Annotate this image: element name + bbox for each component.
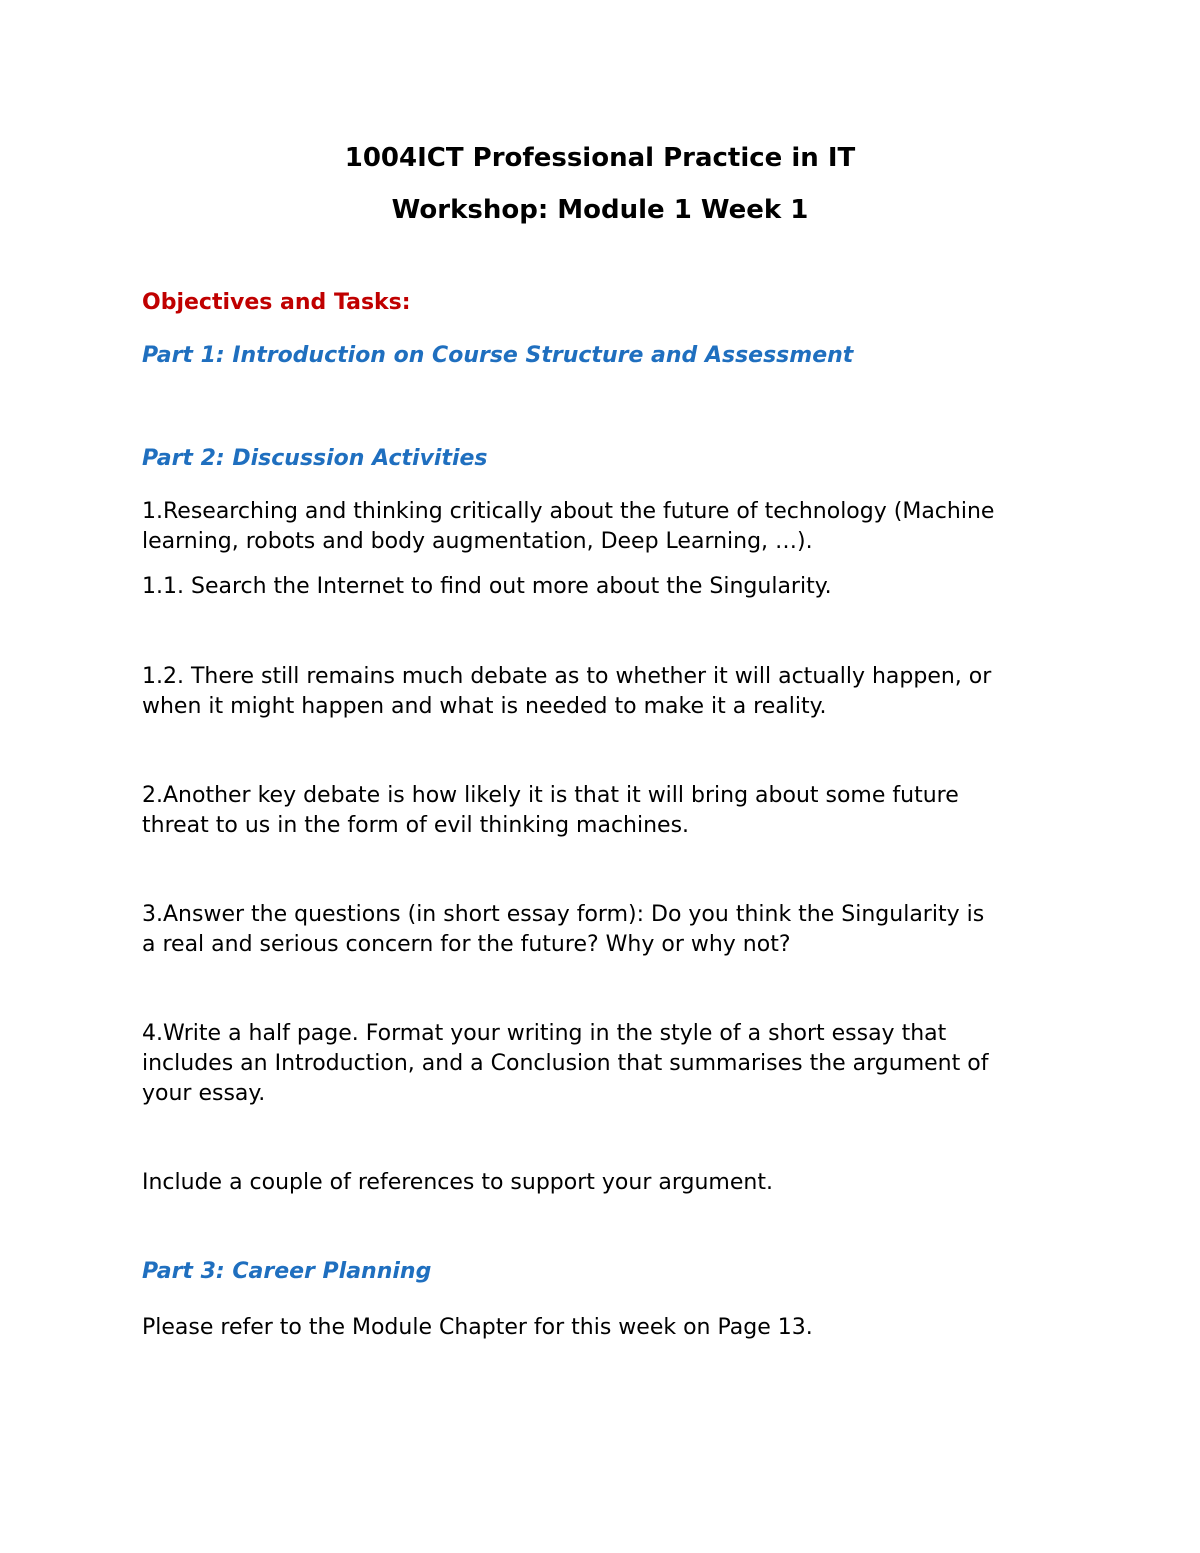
item-1-2-line-1: 1.2. There still remains much debate as to whether it will actually happen, or [142, 664, 992, 689]
item-1-2 [142, 662, 1072, 722]
item-1-line-1: 1.Researching and thinking critically about the future of technology (Machine [142, 499, 995, 524]
item-4 [142, 1019, 1072, 1109]
part2-heading: Part 2: Discussion Activities [142, 446, 488, 471]
item-1-1-line-1: 1.1. Search the Internet to find out more about the Singularity. [142, 574, 832, 599]
item-4-line-2: includes an Introduction, and a Conclusion that summarises the argument of [142, 1051, 989, 1076]
item-3-line-1: 3.Answer the questions (in short essay form): Do you think the Singularity is [142, 902, 985, 927]
item-3 [142, 900, 1072, 960]
item-4-line-3: your essay. [142, 1081, 266, 1106]
item-3-line-2: a real and serious concern for the future? Why or why not? [142, 932, 791, 957]
item-1-1 [142, 572, 1072, 602]
item-1-2-line-2: when it might happen and what is needed to make it a reality. [142, 694, 827, 719]
document-subtitle: Workshop: Module 1 Week 1 [391, 195, 809, 225]
document-title: 1004ICT Professional Practice in IT [344, 143, 856, 173]
objectives-heading: Objectives and Tasks: [142, 290, 411, 315]
item-2 [142, 781, 1072, 841]
references-note [142, 1168, 1072, 1198]
references-note-line: Include a couple of references to support your argument. [142, 1170, 773, 1195]
part1-heading: Part 1: Introduction on Course Structure and Assessment [142, 343, 854, 368]
item-1 [142, 497, 1072, 557]
part3-text-line: Please refer to the Module Chapter for this week on Page 13. [142, 1315, 813, 1340]
item-4-line-1: 4.Write a half page. Format your writing in the style of a short essay that [142, 1021, 947, 1046]
part3-heading: Part 3: Career Planning [142, 1259, 432, 1284]
part3-text [142, 1313, 1072, 1343]
item-1-line-2: learning, robots and body augmentation, Deep Learning, …). [142, 529, 813, 554]
item-2-line-2: threat to us in the form of evil thinking machines. [142, 813, 690, 838]
item-2-line-1: 2.Another key debate is how likely it is that it will bring about some future [142, 783, 959, 808]
